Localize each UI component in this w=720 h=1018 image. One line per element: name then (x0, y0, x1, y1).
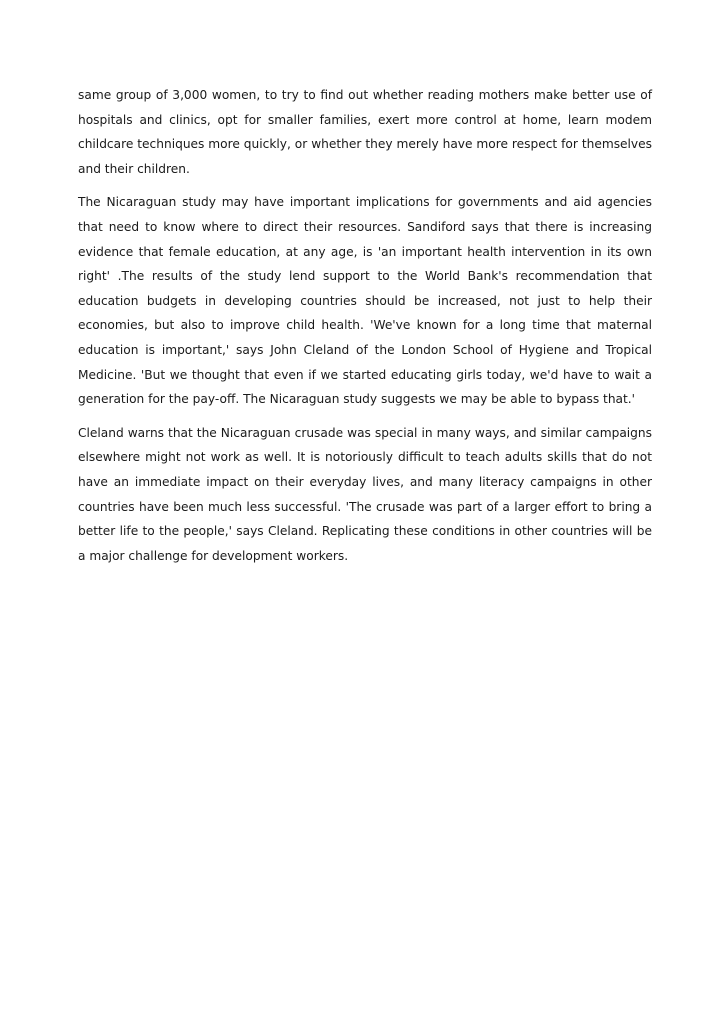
paragraph-2: The Nicaraguan study may have important implications for governments and aid agencies that need to know where to direct their resources. Sandiford says that there is increasing evidence that female education, at any age, is 'an important health intervention in its own right' .The results of the study lend support to the World Bank's recommendation that education budgets in developing countries should be increased, not just to help their economies, but also to improve child health. 'We've known for a long time that maternal education is important,' says John Cleland of the London School of Hygiene and Tropical Medicine. 'But we thought that even if we started educating girls today, we'd have to wait a generation for the pay-off. The Nicaraguan study suggests we may be able to bypass that.' (78, 195, 652, 407)
paragraph-1: same group of 3,000 women, to try to find out whether reading mothers make better use of hospitals and clinics, opt for smaller families, exert more control at home, learn modem childcare techniques more quickly, or whether they merely have more respect for themselves and their children. (78, 88, 652, 176)
paragraph-3: Cleland warns that the Nicaraguan crusade was special in many ways, and similar campaigns elsewhere might not work as well. It is notoriously difficult to teach adults skills that do not have an immediate impact on their everyday lives, and many literacy campaigns in other countries have been much less successful. 'The crusade was part of a larger effort to bring a better life to the people,' says Cleland. Replicating these conditions in other countries will be a major challenge for development workers. (78, 425, 652, 563)
body-text (78, 83, 652, 577)
